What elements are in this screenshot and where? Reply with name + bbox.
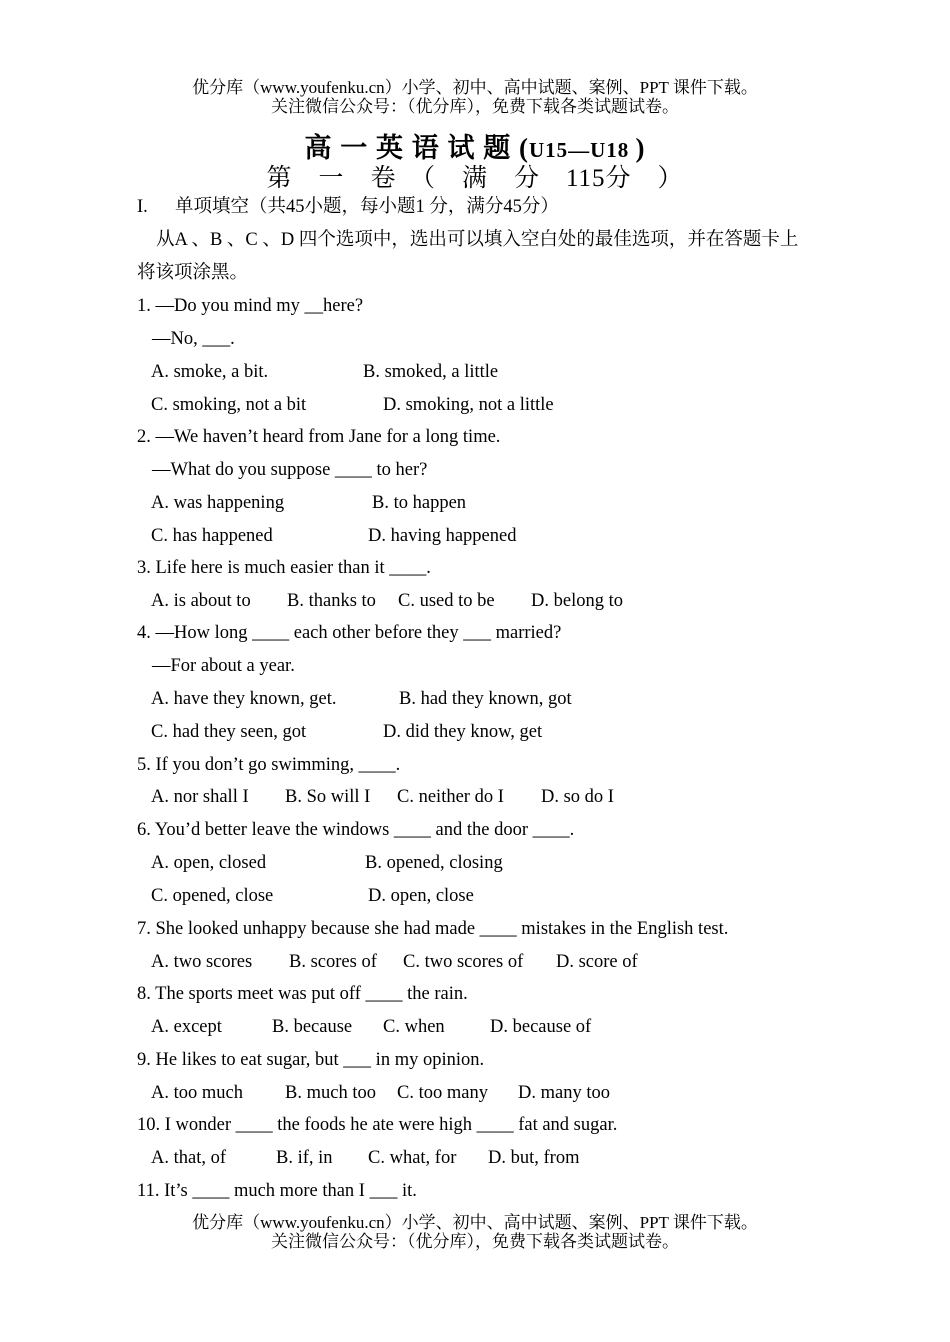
exam-title-close: ) [635,133,646,163]
question-3-option-d: D. belong to [531,591,623,611]
exam-title-main: 高 一 英 语 试 题 ( [304,133,529,163]
question-9-option-b: B. much too [285,1083,376,1103]
question-8-option-c: C. when [383,1017,445,1037]
question-6-option-b: B. opened, closing [365,853,503,873]
instruction-line-1: 从A 、B 、C 、D 四个选项中，选出可以填入空白处的最佳选项，并在答题卡上 [156,230,799,250]
question-2-option-d: D. having happened [368,526,517,546]
question-10-stem: 10. I wonder ____ the foods he ate were high ____ fat and sugar. [137,1115,618,1135]
question-7-option-b: B. scores of [289,952,377,972]
question-10-option-d: D. but, from [488,1148,580,1168]
question-1-reply: —No, ___. [152,329,235,349]
header-line-2: 关注微信公众号：（优分库），免费下载各类试题试卷。 [271,97,679,116]
question-3-stem: 3. Life here is much easier than it ____. [137,558,431,578]
question-3-option-b: B. thanks to [287,591,376,611]
question-5-option-b: B. So will I [285,787,371,807]
question-4-option-c: C. had they seen, got [151,722,307,742]
exam-subtitle: 第 一 卷 （ 满 分 115分 ） [266,165,684,192]
question-1-option-a: A. smoke, a bit. [151,362,269,382]
question-5-option-d: D. so do I [541,787,614,807]
question-6-option-c: C. opened, close [151,886,274,906]
question-7-option-d: D. score of [556,952,638,972]
header-line-1: 优分库（www.youfenku.cn）小学、初中、高中试题、案例、PPT 课件下载。 [192,78,758,97]
exam-title-units: U15—U18 [528,138,636,162]
question-2-option-c: C. has happened [151,526,273,546]
question-4-stem: 4. —How long ____ each other before they ___ married? [137,623,562,643]
question-8-option-a: A. except [151,1017,222,1037]
footer-line-2: 关注微信公众号：（优分库），免费下载各类试题试卷。 [271,1232,679,1251]
question-8-option-b: B. because [272,1017,353,1037]
question-10-option-c: C. what, for [368,1148,457,1168]
question-10-option-b: B. if, in [276,1148,333,1168]
question-8-option-d: D. because of [490,1017,592,1037]
question-4-option-a: A. have they known, get. [151,689,337,709]
footer-line-1: 优分库（www.youfenku.cn）小学、初中、高中试题、案例、PPT 课件下载。 [192,1213,758,1232]
question-2-stem: 2. —We haven’t heard from Jane for a long time. [137,427,501,447]
question-1-option-d: D. smoking, not a little [383,395,554,415]
section-number: I. [137,197,148,217]
question-5-option-a: A. nor shall I [151,787,249,807]
question-7-option-c: C. two scores of [403,952,524,972]
question-6-option-d: D. open, close [368,886,474,906]
question-1-option-c: C. smoking, not a bit [151,395,307,415]
question-3-option-c: C. used to be [398,591,495,611]
question-1-option-b: B. smoked, a little [363,362,499,382]
instruction-line-2: 将该项涂黑。 [137,263,249,283]
question-9-stem: 9. He likes to eat sugar, but ___ in my opinion. [137,1050,485,1070]
question-5-stem: 5. If you don’t go swimming, ____. [137,755,401,775]
question-9-option-a: A. too much [151,1083,243,1103]
question-7-option-a: A. two scores [151,952,253,972]
question-4-option-b: B. had they known, got [399,689,572,709]
question-2-option-a: A. was happening [151,493,285,513]
question-1-stem: 1. —Do you mind my __here? [137,296,364,316]
question-2-reply: —What do you suppose ____ to her? [152,460,428,480]
question-6-stem: 6. You’d better leave the windows ____ and the door ____. [137,820,575,840]
question-8-stem: 8. The sports meet was put off ____ the rain. [137,984,468,1004]
question-7-stem: 7. She looked unhappy because she had made ____ mistakes in the English test. [137,919,729,939]
question-4-option-d: D. did they know, get [383,722,543,742]
question-9-option-c: C. too many [397,1083,488,1103]
section-heading: 单项填空（共45小题，每小题1 分，满分45分） [175,197,559,217]
question-3-option-a: A. is about to [151,591,251,611]
question-10-option-a: A. that, of [151,1148,227,1168]
question-5-option-c: C. neither do I [397,787,504,807]
question-4-reply: —For about a year. [152,656,295,676]
question-9-option-d: D. many too [518,1083,610,1103]
question-2-option-b: B. to happen [372,493,467,513]
question-6-option-a: A. open, closed [151,853,267,873]
question-11-stem: 11. It’s ____ much more than I ___ it. [137,1181,417,1201]
